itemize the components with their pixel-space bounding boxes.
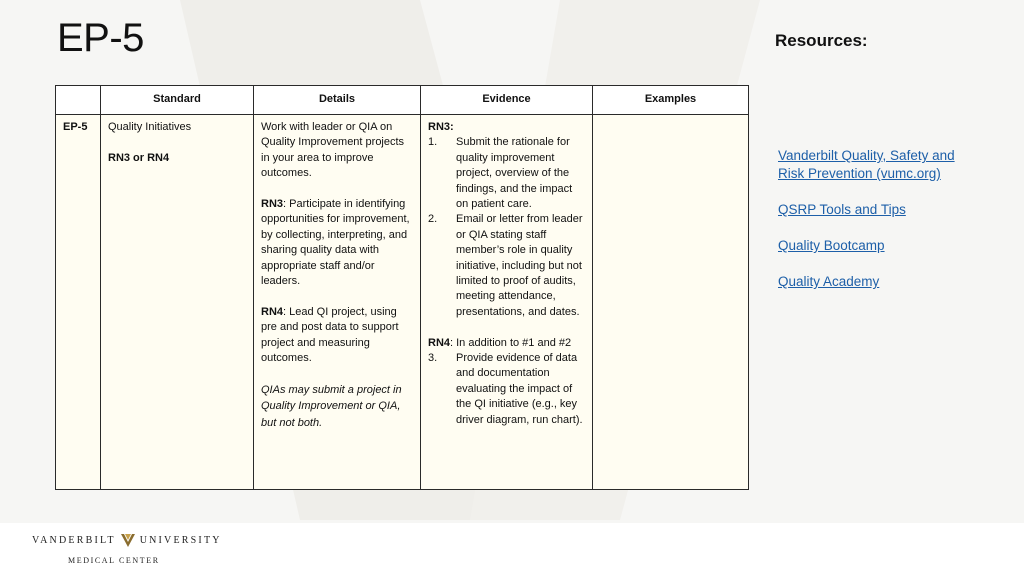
evidence-item-2: 2. Email or letter from leader or QIA stating staff member’s role in quality initiative, including but not limited to proof of audits, meeting attendance, presentations, and dates.	[428, 213, 583, 318]
logo-subtitle: MEDICAL CENTER	[68, 556, 160, 565]
table-header-row	[56, 86, 749, 115]
oak-leaf-v-icon	[120, 532, 136, 548]
header-examples: Examples	[593, 86, 749, 115]
page-title: EP-5	[57, 16, 144, 60]
logo-text-left: VANDERBILT	[32, 534, 116, 546]
logo-text-right: UNIVERSITY	[139, 534, 222, 546]
evidence-rn4: RN4: In addition to #1 and #2	[428, 336, 572, 349]
evidence-item-1: 1. Submit the rationale for quality improvement project, overview of the findings, and the impact on patient care.	[428, 136, 573, 211]
table-row	[56, 115, 749, 490]
resources-links	[778, 147, 978, 309]
link-vanderbilt-quality-safety[interactable]: Vanderbilt Quality, Safety and Risk Prevention (vumc.org)	[778, 148, 955, 181]
vumc-logo	[32, 532, 222, 565]
header-evidence: Evidence	[421, 86, 593, 115]
cell-examples	[593, 115, 749, 490]
link-quality-bootcamp[interactable]: Quality Bootcamp	[778, 238, 885, 253]
resources-heading: Resources:	[775, 31, 868, 50]
evidence-rn3-label: RN3:	[428, 121, 454, 133]
details-intro: Work with leader or QIA on Quality Improvement projects in your area to improve outcomes.	[261, 121, 405, 180]
details-rn4: RN4: Lead QI project, using pre and post data to support project and measuring outcomes.	[261, 305, 399, 365]
details-rn3: RN3: Participate in identifying opportunities for improvement, by collecting, interpreting, and sharing quality data with appropriate staff and/or leaders.	[261, 198, 410, 288]
evidence-item-3: 3. Provide evidence of data and documentation evaluating the impact of the QI initiative (e.g., key driver diagram, run chart).	[428, 352, 583, 426]
header-standard: Standard	[101, 86, 254, 115]
standard-title: Quality Initiatives	[108, 121, 192, 133]
cell-standard	[101, 115, 254, 490]
link-qsrp-tools[interactable]: QSRP Tools and Tips	[778, 202, 906, 217]
cell-details	[254, 115, 421, 490]
standard-level: RN3 or RN4	[108, 151, 170, 164]
header-details: Details	[254, 86, 421, 115]
cell-evidence	[421, 115, 593, 490]
ep-table	[55, 85, 749, 490]
header-id	[56, 86, 101, 115]
details-note: QIAs may submit a project in Quality Improvement or QIA, but not both.	[261, 383, 402, 429]
link-quality-academy[interactable]: Quality Academy	[778, 274, 880, 289]
row-id: EP-5	[56, 115, 101, 490]
